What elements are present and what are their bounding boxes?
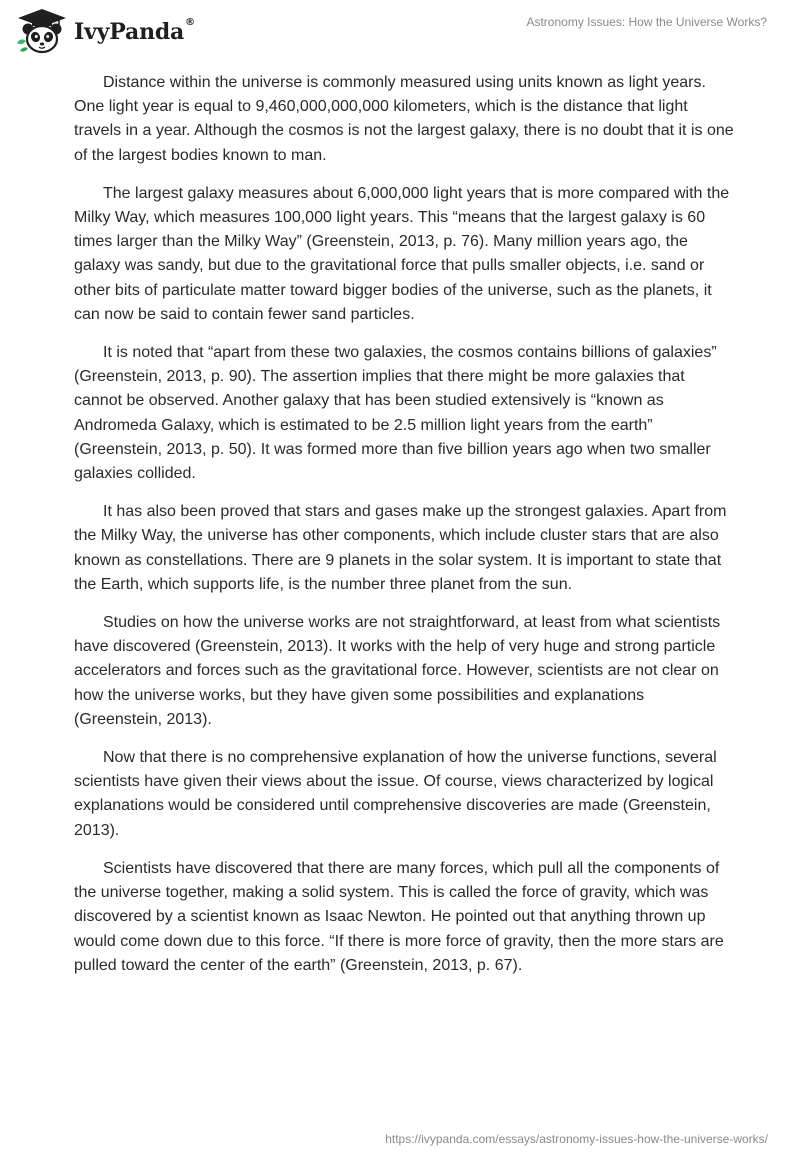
paragraph: Now that there is no comprehensive explanation of how the universe functions, several scientists have given their views about the issue. Of course, views characterized by logical explanations would be considered until comprehensive discoveries are made (Greenstein, 2013). xyxy=(74,749,717,839)
brand-name: IvyPanda xyxy=(74,19,185,45)
paragraph: Distance within the universe is commonly measured using units known as light years. One light year is equal to 9,460,000,000,000 kilometers, which is the distance that light travels in a year. Although the cosmos is not the largest galaxy, there is no doubt that it is one of the largest bodies known to man. xyxy=(74,74,734,164)
panda-logo-icon xyxy=(14,7,70,55)
essay-body xyxy=(74,71,734,992)
paragraph: The largest galaxy measures about 6,000,000 light years that is more compared with the Milky Way, which measures 100,000 light years. This “means that the largest galaxy is 60 times larger than the Milky Way” (Greenstein, 2013, p. 76). Many million years ago, the galaxy was sandy, but due to the gravitational force that pulls smaller objects, i.e. sand or other bits of particulate matter toward bigger bodies of the universe, such as the planets, it can now be said to contain fewer sand particles. xyxy=(74,184,730,323)
page-header xyxy=(0,0,800,62)
paragraph: Studies on how the universe works are not straightforward, at least from what scientists have discovered (Greenstein, 2013). It works with the help of very huge and strong particle accelerators and forces such as the gravitational force. However, scientists are not clear on how the universe works, but they have given some possibilities and explanations (Greenstein, 2013). xyxy=(74,614,721,728)
document-title: Astronomy Issues: How the Universe Works? xyxy=(526,15,767,29)
brand-logo[interactable] xyxy=(14,7,195,55)
paragraph: Scientists have discovered that there are many forces, which pull all the components of the universe together, making a solid system. This is called the force of gravity, which was discovered by a scientist known as Isaac Newton. He pointed out that anything thrown up would come down due to this force. “If there is more force of gravity, then the more stars are pulled toward the center of the earth” (Greenstein, 2013, p. 67). xyxy=(74,859,724,974)
paragraph: It has also been proved that stars and gases make up the strongest galaxies. Apart from the Milky Way, the universe has other components, which include cluster stars that are also known as constellations. There are 9 planets in the solar system. It is important to state that the Earth, which supports life, is the number three planet from the sun. xyxy=(74,503,727,593)
source-url-link[interactable]: https://ivypanda.com/essays/astronomy-issues-how-the-universe-works/ xyxy=(385,1132,768,1146)
paragraph: It is noted that “apart from these two galaxies, the cosmos contains billions of galaxies” (Greenstein, 2013, p. 90). The assertion implies that there might be more galaxies that cannot be observed. Another galaxy that has been studied extensively is “known as Andromeda Galaxy, which is estimated to be 2.5 million light years from the earth” (Greenstein, 2013, p. 50). It was formed more than five billion years ago when two smaller galaxies collided. xyxy=(74,344,717,483)
registered-mark: ® xyxy=(185,16,196,28)
